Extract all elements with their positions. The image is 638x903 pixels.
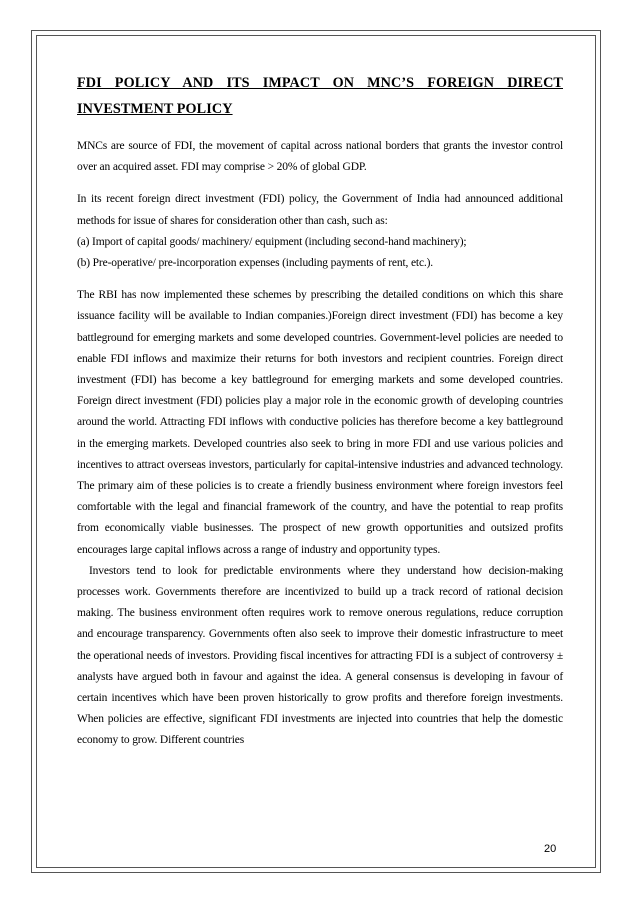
list-item-a: (a) Import of capital goods/ machinery/ equipment (including second-hand machinery); — [77, 235, 467, 248]
paragraph-investors: Investors tend to look for predictable environments where they understand how decision-making processes work. Governments therefore are incentivized to build up a track record of rational decision making. The business environment often requires work to remove onerous regulations, reduce corruption and encourage transparency. Governments often also seek to improve their domestic infrastructure to meet the operational needs of investors. Providing fiscal incentives for attracting FDI is a subject of controversy ± analysts have argued both in favour and against the idea. A general consensus is developing in favour of certain incentives which have been proven historically to grow profits and therefore foreign investments. When policies are effective, significant FDI investments are injected into countries that help the domestic economy to grow. Different countries — [77, 564, 563, 747]
paragraph-rbi-implementation: The RBI has now implemented these schemes by prescribing the detailed conditions on which this share issuance facility will be available to Indian companies.)Foreign direct investment (FDI) has become a key battleground for emerging markets and some developed countries. Government-level policies are needed to enable FDI inflows and maximize their returns for both investors and recipient countries. Foreign direct investment (FDI) has become a key battleground for emerging markets and some developed countries. Foreign direct investment (FDI) policies play a major role in the economic growth of developing countries around the world. Attracting FDI inflows with conductive policies has therefore become a key battleground in the emerging markets. Developed countries also seek to bring in more FDI and use various policies and incentives to attract overseas investors, particularly for capital-intensive industries and advanced technology. The primary aim of these policies is to create a friendly business environment where foreign investors feel comfortable with the legal and financial framework of the country, and have the potential to reap profits from economically viable businesses. The prospect of new growth opportunities and outsized profits encourages large capital inflows across a range of industry and opportunity types. — [77, 289, 563, 556]
document-body — [77, 70, 563, 752]
list-item-b: (b) Pre-operative/ pre-incorporation expenses (including payments of rent, etc.). — [77, 257, 434, 270]
page-number: 20 — [544, 843, 557, 855]
paragraph-fdi-policy-india: In its recent foreign direct investment (FDI) policy, the Government of India had announced additional methods for issue of shares for consideration other than cash, such as: — [77, 193, 563, 227]
document-title: FDI POLICY AND ITS IMPACT ON MNC’S FOREIGN DIRECT INVESTMENT POLICY — [77, 75, 563, 117]
paragraph-mnc-source: MNCs are source of FDI, the movement of capital across national borders that grants the investor control over an acquired asset. FDI may comprise > 20% of global GDP. — [77, 140, 563, 174]
